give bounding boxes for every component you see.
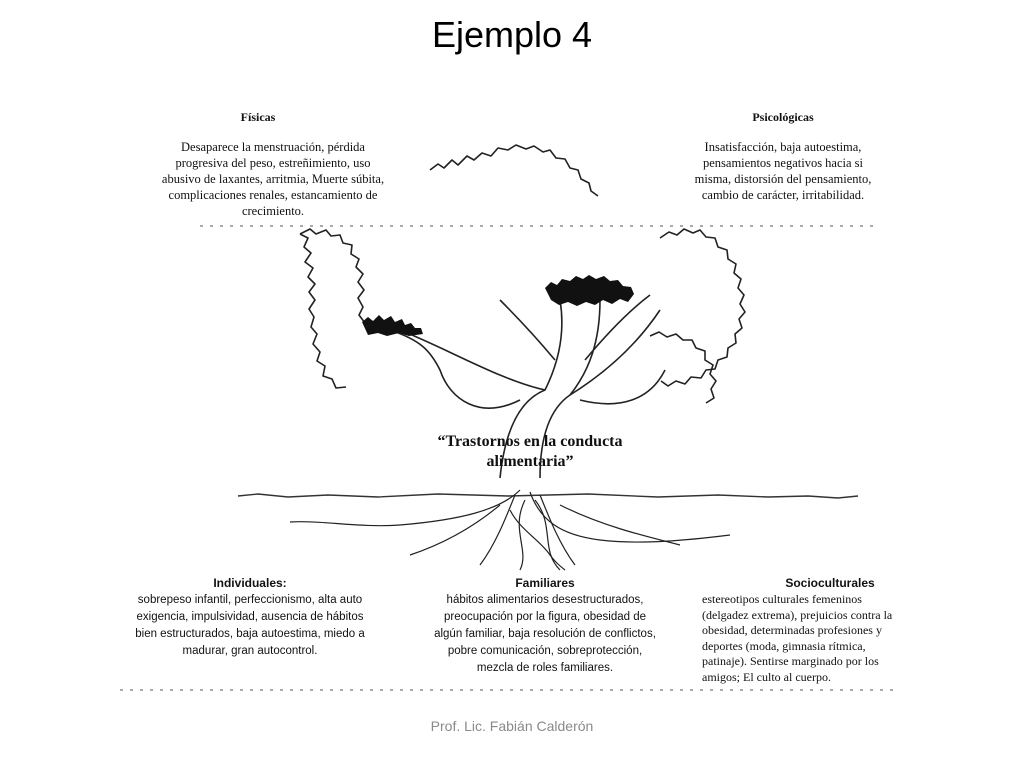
familiares-section [400, 576, 690, 677]
psicologicas-heading: Psicológicas [752, 110, 814, 124]
branch-mid [500, 300, 555, 360]
branch-left [400, 330, 545, 390]
root-7 [410, 505, 500, 555]
slide-footer: Prof. Lic. Fabián Calderón [430, 718, 594, 734]
fisicas-text: Desaparece la menstruación, pérdida progresiva del peso, estreñimiento, uso abusivo de laxantes, arritmia, Muerte súbita, complicaciones renales, estancamiento de crecimiento. [161, 140, 385, 218]
root-2 [530, 492, 730, 542]
fisicas-section [138, 110, 408, 219]
branch-left-2 [390, 330, 520, 408]
root-9 [510, 510, 565, 570]
slide-title: Ejemplo 4 [431, 14, 593, 55]
ground-line [238, 494, 858, 498]
socioculturales-heading: Socioculturales [785, 576, 875, 590]
familiares-heading: Familiares [515, 576, 575, 590]
socioculturales-text: estereotipos culturales femeninos (delgadez extrema), prejuicios contra la obesidad, determinadas profesiones y deportes (moda, gimnasia rítmica, patinaje). Sentirse marginado por los amigos; El culto al cuerpo. [702, 592, 893, 684]
tree-center-label: “Trastornos en la conducta alimentaria” [437, 433, 623, 470]
foliage-mid [545, 275, 634, 306]
canopy-left [300, 234, 346, 388]
root-5 [519, 500, 525, 570]
root-4 [540, 495, 575, 565]
familiares-text: hábitos alimentarios desestructurados, preocupación por la figura, obesidad de algún familiar, baja resolución de conflictos, pobre comunicación, sobreprotección, mezcla de roles familiares. [434, 594, 656, 674]
canopy-top [430, 145, 598, 196]
individuales-heading: Individuales: [213, 576, 287, 590]
branch-right [570, 310, 660, 395]
canopy-right [660, 229, 745, 386]
individuales-section [100, 576, 400, 660]
root-8 [560, 505, 680, 545]
root-6 [535, 500, 560, 570]
fisicas-heading: Físicas [240, 110, 276, 124]
psicologicas-section [668, 110, 898, 203]
individuales-text: sobrepeso infantil, perfeccionismo, alta auto exigencia, impulsividad, ausencia de hábitos bien estructurados, baja autoestima, miedo a madurar, gran autocontrol. [135, 594, 365, 657]
branch-right-2 [580, 370, 665, 404]
foliage-left [362, 315, 423, 336]
psicologicas-text: Insatisfacción, baja autoestima, pensamientos negativos hacia si misma, distorsión del pensamiento, cambio de carácter, irritabilidad. [694, 140, 872, 202]
canopy-right-inner [650, 332, 716, 403]
socioculturales-section [702, 576, 958, 685]
